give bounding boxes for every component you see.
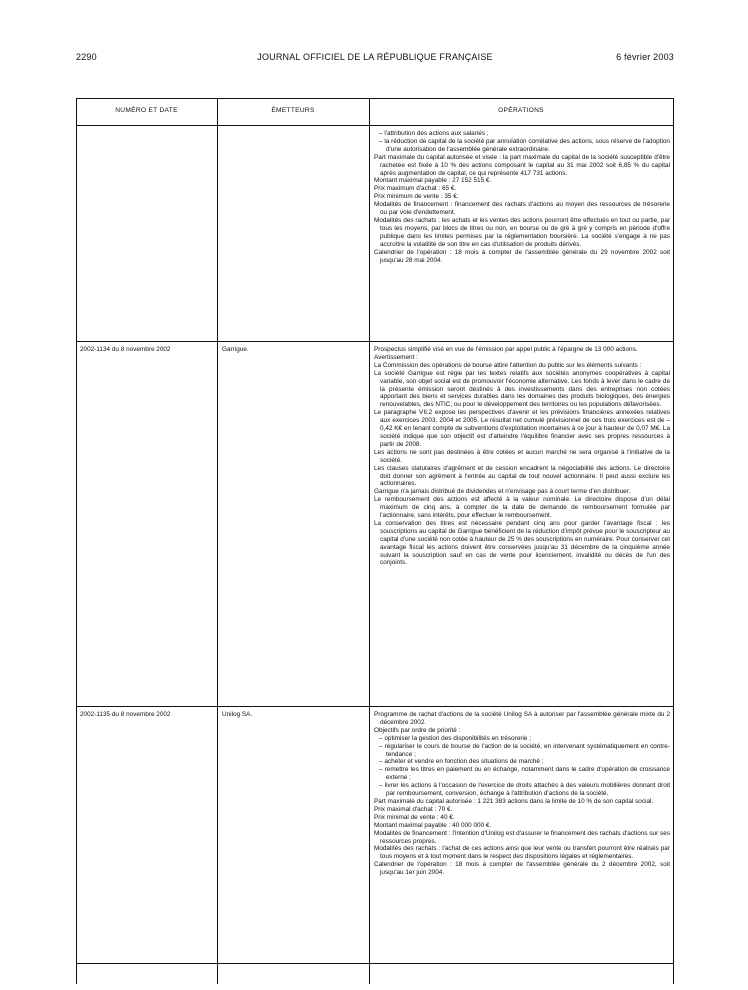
operation-line: Modalités des rachats : l'achat de ces actions ainsi que leur vente ou transfert pourront être réalisés par tous moyens et à tout moment dans le respect des dispositions légales et réglementaires. (374, 845, 670, 861)
operation-line: Montant maximal payable : 27 152 515 €. (374, 177, 492, 185)
column-header-numero: NUMÉRO ET DATE (115, 107, 178, 114)
operation-line: – remettre les titres en paiement ou en échange, notamment dans le cadre d'opération de croissance externe ; (379, 766, 670, 782)
operation-line: Avertissement : (374, 353, 418, 361)
operation-line: La conservation des titres est nécessaire pendant cinq ans pour garder l'avantage fiscal : les souscriptions au capital de Garrigue bénéficient de la réduction d'impôt prévue pour le souscripteur au capital d'une société non cotée à hauteur de 25 % des souscriptions en numéraire. Pour conserver cet avantage fiscal les actions doivent être conservées jusqu'au 31 décembre de la cinquième année suivant la souscription sauf en cas de vente pour licenciement, invalidité ou décès de l'un des conjoints. (374, 519, 670, 567)
row-emetteur: Garrigue. (222, 346, 249, 353)
table-row (374, 346, 670, 567)
operation-line: Modalités des rachats : les achats et les ventes des actions pourront être effectués en tout ou partie, par tous les moyens, par blocs de titres ou non, en bourse ou de gré à gré y compris en période d'offre publique dans les limites permises par la réglementation boursière. La société s'engage à ne pas accroître la volatilité de son titre en cas d'utilisation de produits dérivés. (374, 216, 670, 248)
column-header-operations: OPÉRATIONS (498, 107, 544, 114)
operation-line: Part maximale du capital autorisée et visée : la part maximale du capital de la société susceptible d'être rachetée est fixée à 10 % des actions composant le capital au 31 mai 2002 soit 6,85 % du capital après augmentation de capital, ce qui représente 417 731 actions. (374, 153, 670, 177)
operation-line: Programme de rachat d'actions de la société Unilog SA à autoriser par l'assemblée générale mixte du 2 décembre 2002. (374, 711, 670, 726)
table-row (374, 711, 670, 877)
journal-title: JOURNAL OFFICIEL DE LA RÉPUBLIQUE FRANÇAISE (257, 52, 493, 62)
table-border-right (673, 98, 674, 984)
operation-line: – acheter et vendre en fonction des situations de marché ; (379, 758, 544, 766)
row-divider-2 (76, 706, 674, 707)
operation-line: Calendrier de l'opération : 18 mois à compter de l'assemblée générale du 29 novembre 2002 soit jusqu'au 28 mai 2004. (374, 248, 670, 264)
operation-line: – l'attribution des actions aux salariés ; (379, 130, 489, 137)
operation-line: Garrigue n'a jamais distribué de dividendes et n'envisage pas à court terme d'en distribuer. (374, 488, 631, 496)
operation-line: La Commission des opérations de bourse attire l'attention du public sur les éléments suivants : (374, 361, 642, 369)
column-divider-2 (369, 98, 370, 984)
operation-line: – la réduction de capital de la société par annulation corrélative des actions, sous réserve de l'adoption d'une autorisation de l'assemblée générale extraordinaire. (379, 137, 670, 153)
page-header (76, 52, 674, 66)
table-border-left (76, 98, 77, 984)
operation-line: Modalités de financement : l'intention d'Unilog est d'assurer le financement des rachats d'actions sur ses ressources propres. (374, 829, 670, 845)
operations-table (76, 98, 674, 984)
column-header-emetteurs: ÉMETTEURS (271, 107, 315, 114)
publication-date: 6 février 2003 (616, 52, 674, 62)
operation-line: Prospectus simplifié visé en vue de l'émission par appel public à l'épargne de 13 000 actions. (374, 346, 638, 353)
operation-line: Prix minimum de vente : 35 €. (374, 193, 459, 201)
operation-line: Modalités de financement : financement des rachats d'actions au moyen des ressources de trésorerie ou par voie d'endettement. (374, 201, 670, 217)
page-number: 2290 (76, 52, 97, 62)
row-divider-1 (76, 341, 674, 342)
operation-line: – régulariser le cours de bourse de l'action de la société, en intervenant systématiquement en contre-tendance ; (379, 742, 670, 758)
operation-line: Montant maximal payable : 40 000 000 €. (374, 821, 492, 829)
operation-line: Prix minimal de vente : 40 €. (374, 813, 455, 821)
operation-line: Les clauses statutaires d'agrément et de cession encadrent la négociabilité des actions. Le directoire doit donner son agrément à l'entrée au capital de tout nouvel actionnaire. Il peut aussi exclure les actionnaires. (374, 464, 670, 488)
table-row (374, 130, 670, 264)
table-border-bottom (76, 963, 674, 964)
column-divider-1 (217, 98, 218, 984)
operation-line: – livrer les actions à l'occasion de l'exercice de droits attachés à des valeurs mobilières donnant droit par remboursement, conversion, échange à l'attribution d'actions de la société. (379, 782, 670, 798)
operation-line: – optimiser la gestion des disponibilités en trésorerie ; (379, 734, 532, 742)
operation-line: Prix maximum d'achat : 65 €. (374, 185, 457, 193)
operation-line: Objectifs par ordre de priorité : (374, 726, 461, 734)
operation-line: Prix maximal d'achat : 70 €. (374, 805, 453, 813)
row-numero-date: 2002-1134 du 8 novembre 2002 (80, 346, 171, 353)
row-numero-date: 2002-1135 du 8 novembre 2002 (80, 711, 171, 718)
table-border-top (76, 98, 674, 99)
operation-line: Part maximale du capital autorisée : 1 221 383 actions dans la limite de 10 % de son capital social. (374, 797, 654, 805)
operation-line: Calendrier de l'opération : 18 mois à compter de l'assemblée générale du 2 décembre 2002, soit jusqu'au 1er juin 2004. (374, 861, 670, 877)
operation-line: Le paragraphe VII.2 expose les perspectives d'avenir et les prévisions financières annexées relatives aux exercices 2003, 2004 et 2005. Le résultat net cumulé prévisionnel de ces trois exercices est de – 0,42 K€ en tenant compte de subventions d'exploitation incertaines à ce jour à hauteur de 0,07 M€. La société indique que son objectif est d'atteindre l'équilibre financier avec ses propres ressources à partir de 2008. (374, 409, 670, 448)
operation-line: Le remboursement des actions est affecté à la valeur nominale. Le directoire dispose d'un délai maximum de cinq ans, à compter de la date de demande de remboursement formulée par l'actionnaire, sans intérêts, pour effectuer le remboursement. (374, 496, 670, 520)
operation-line: La société Garrigue est régie par les textes relatifs aux sociétés anonymes coopératives à capital variable, son objet social est de promouvoir l'économie alternative. Les fonds à lever dans le cadre de la présente émission seront destinés à des investissements dans des entreprises non cotées apportant des biens et services durables dans les domaines des produits biologiques, des énergies renouvelables, des NTIC, ou pour le développement des territoires ou les populations défavorisées. (374, 369, 670, 409)
row-emetteur: Unilog SA. (222, 711, 253, 718)
header-divider (76, 125, 674, 126)
operation-line: Les actions ne sont pas destinées à être cotées et aucun marché ne sera organisé à l'initiative de la société. (374, 448, 670, 464)
